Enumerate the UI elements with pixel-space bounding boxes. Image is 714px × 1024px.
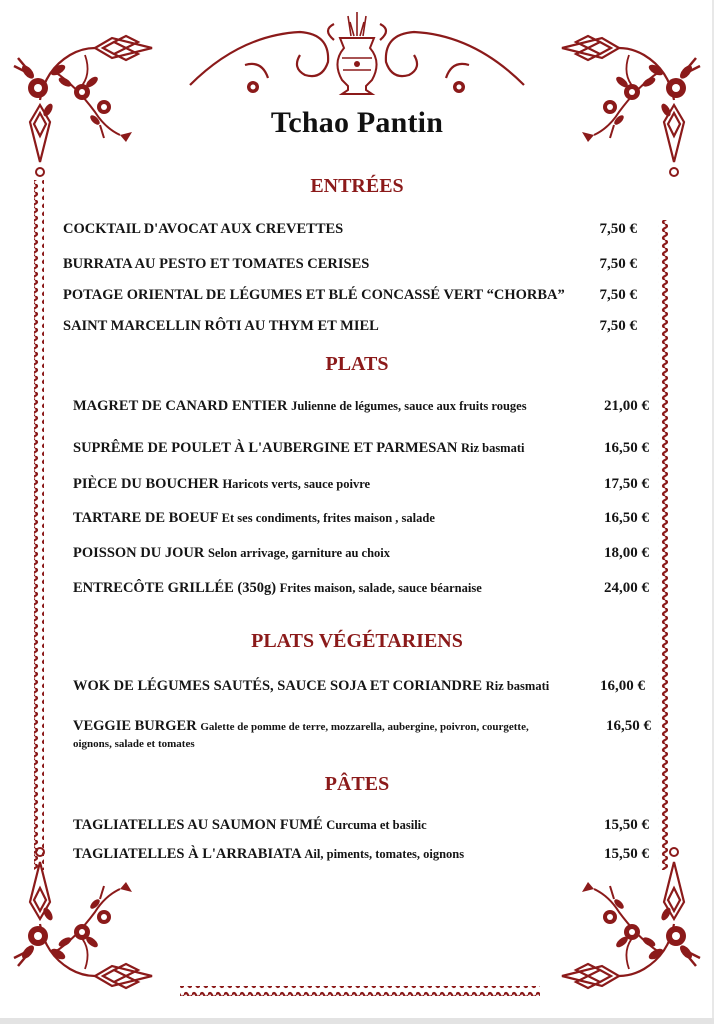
item-description: Riz basmati — [460, 441, 525, 455]
item-description: Selon arrivage, garniture au choix — [207, 546, 391, 560]
menu-item — [73, 440, 524, 457]
item-name: MAGRET DE CANARD ENTIER — [73, 398, 288, 414]
item-name: WOK DE LÉGUMES SAUTÉS, SAUCE SOJA ET CORIANDRE — [73, 678, 483, 694]
section-title-pates: PÂTES — [324, 773, 390, 795]
item-description: Galette de pomme de terre, mozzarella, aubergine, poivron, courgette, — [200, 721, 529, 733]
menu-item — [73, 817, 427, 834]
item-price: 16,50 € — [604, 440, 649, 456]
item-name: TARTARE DE BOEUF — [73, 510, 219, 526]
item-name: POISSON DU JOUR — [73, 545, 205, 561]
menu-item — [63, 287, 565, 304]
item-name: TAGLIATELLES À L'ARRABIATA — [73, 846, 301, 862]
menu-item — [73, 398, 527, 415]
restaurant-name: Tchao Pantin — [270, 106, 444, 139]
menu-item — [63, 256, 369, 273]
menu-item — [73, 580, 482, 597]
item-price: 7,50 € — [599, 256, 637, 272]
item-description: Haricots verts, sauce poivre — [222, 477, 371, 491]
section-title-vegetarian: PLATS VÉGÉTARIENS — [251, 630, 463, 652]
item-price: 16,50 € — [604, 510, 649, 526]
menu-item — [63, 318, 379, 335]
item-price: 17,50 € — [604, 476, 649, 492]
item-name: VEGGIE BURGER — [73, 718, 197, 734]
item-name: TAGLIATELLES AU SAUMON FUMÉ — [73, 817, 323, 833]
item-description: Frites maison, salade, sauce béarnaise — [279, 581, 482, 595]
item-description: Et ses condiments, frites maison , salade — [221, 511, 435, 525]
item-name: COCKTAIL D'AVOCAT AUX CREVETTES — [63, 221, 344, 237]
item-name: SAINT MARCELLIN RÔTI AU THYM ET MIEL — [63, 318, 379, 334]
item-name: ENTRECÔTE GRILLÉE (350g) — [73, 580, 277, 596]
menu-item — [73, 510, 435, 527]
item-name: POTAGE ORIENTAL DE LÉGUMES ET BLÉ CONCASSÉ VERT “CHORBA” — [63, 287, 565, 303]
menu-item — [73, 846, 464, 863]
item-price: 15,50 € — [604, 817, 649, 833]
item-name: PIÈCE DU BOUCHER — [73, 476, 219, 492]
item-price: 7,50 € — [599, 287, 637, 303]
item-price: 21,00 € — [604, 398, 649, 414]
item-name: BURRATA AU PESTO ET TOMATES CERISES — [63, 256, 370, 272]
menu-item — [63, 221, 343, 238]
item-description: Julienne de légumes, sauce aux fruits rouges — [291, 399, 527, 413]
menu-item — [73, 718, 529, 735]
item-description-continued: oignons, salade et tomates — [73, 738, 195, 750]
menu-item — [73, 678, 549, 695]
item-price: 24,00 € — [604, 580, 649, 596]
item-description: Curcuma et basilic — [326, 818, 427, 832]
item-price: 16,00 € — [600, 678, 645, 694]
item-price: 18,00 € — [604, 545, 649, 561]
item-price: 15,50 € — [604, 846, 649, 862]
section-title-plats: PLATS — [325, 353, 389, 375]
item-price: 7,50 € — [599, 221, 637, 237]
item-name: SUPRÊME DE POULET À L'AUBERGINE ET PARMESAN — [73, 440, 458, 456]
menu-item — [73, 476, 370, 493]
page-bottom-edge — [0, 1018, 714, 1024]
menu-item — [73, 545, 390, 562]
item-description: Riz basmati — [485, 679, 550, 693]
section-title-entrees: ENTRÉES — [310, 175, 404, 197]
item-description: Ail, piments, tomates, oignons — [304, 847, 465, 861]
item-price: 16,50 € — [606, 718, 651, 734]
item-price: 7,50 € — [599, 318, 637, 334]
